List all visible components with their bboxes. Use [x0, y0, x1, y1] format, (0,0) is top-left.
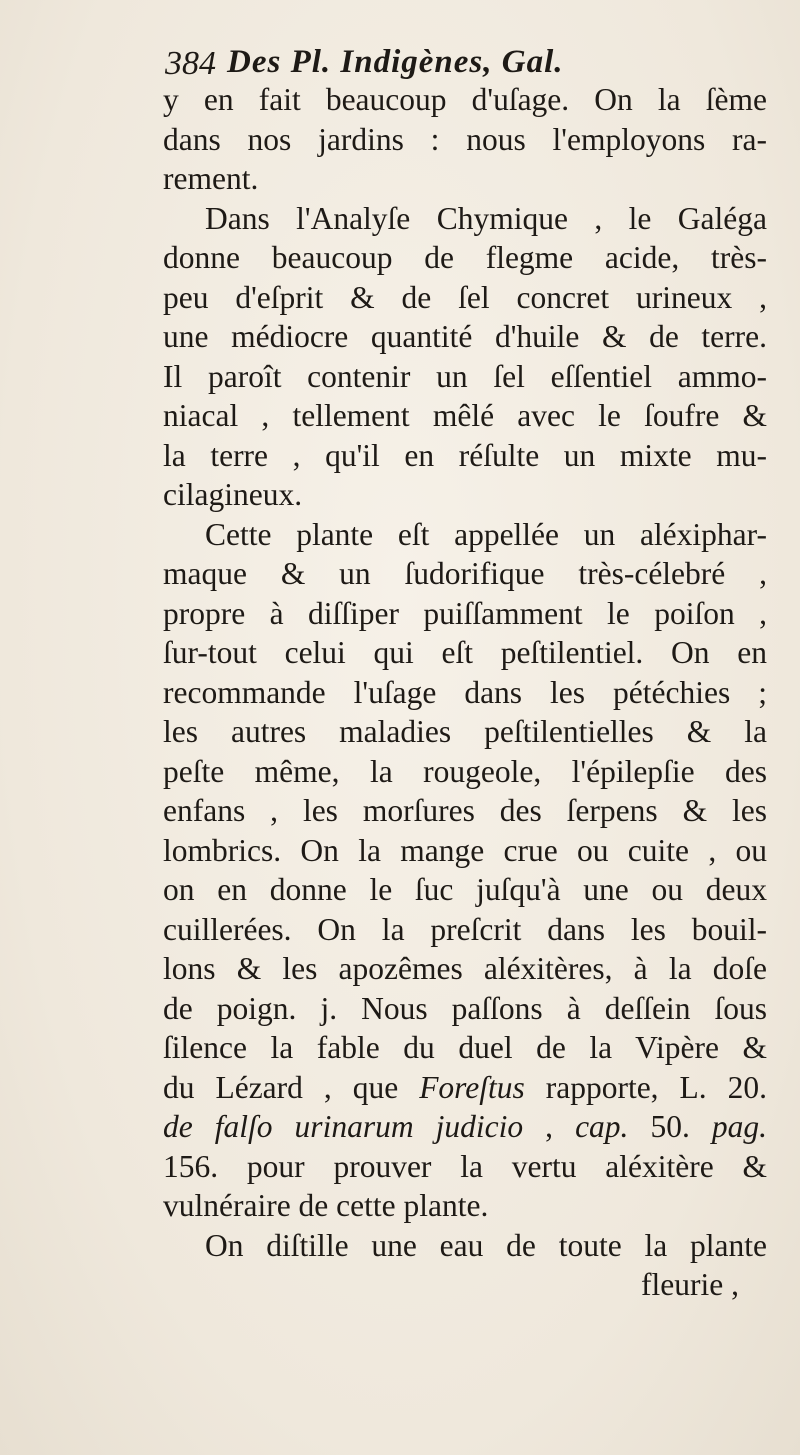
text-line: peu d'eſprit & de ſel concret urineux , — [163, 279, 767, 315]
running-head: Des Pl. Indigènes, Gal. — [227, 44, 564, 80]
text-line: lons & les apozêmes aléxitères, à la doſe — [163, 951, 767, 986]
text-line: 156. pour prouver la vertu aléxitère & — [163, 1148, 767, 1184]
text-line: vulnéraire de cette plante. — [163, 1188, 489, 1223]
text-line: on en donne le ſuc juſqu'à une ou deux — [163, 872, 767, 907]
page-number: 384 — [165, 45, 216, 82]
text-line: cuillerées. On la preſcrit dans les bouil- — [163, 911, 767, 947]
text-line: lombrics. On la mange crue ou cuite , ou — [163, 832, 767, 868]
text-line: peſte même, la rougeole, l'épilepſie des — [163, 753, 767, 789]
text-line: Dans l'Analyſe Chymique , le Galéga — [205, 200, 767, 236]
text-line: recommande l'uſage dans les pétéchies ; — [163, 674, 767, 710]
text-line: On diſtille une eau de toute la plante — [205, 1227, 767, 1263]
text-line: dans nos jardins : nous l'employons ra- — [163, 121, 767, 157]
text-line: enfans , les morſures des ſerpens & les — [163, 793, 767, 828]
text-segment: 50. — [628, 1109, 712, 1144]
author-name: Foreſtus — [419, 1069, 525, 1105]
text-line-mixed — [163, 1107, 767, 1147]
body-text — [163, 80, 767, 1305]
text-line: la terre , qu'il en réſulte un mixte mu- — [163, 437, 767, 473]
text-line: ſur-tout celui qui eſt peſtilentiel. On en — [163, 635, 767, 670]
citation-abbrev: pag. — [711, 1109, 767, 1144]
text-segment: , — [523, 1109, 576, 1144]
text-line: une médiocre quantité d'huile & de terre. — [163, 319, 767, 354]
text-line: cilagineux. — [163, 477, 303, 512]
text-line: y en fait beaucoup d'uſage. On la ſème — [163, 82, 767, 117]
text-line: donne beaucoup de flegme acide, très- — [163, 240, 767, 275]
text-line: Il paroît contenir un ſel eſſentiel ammo- — [163, 358, 767, 394]
text-line: niacal , tellement mêlé avec le ſoufre & — [163, 398, 767, 433]
work-title: de falſo urinarum judicio — [163, 1109, 524, 1144]
text-line: rement. — [163, 161, 259, 196]
citation-abbrev: cap. — [575, 1109, 629, 1144]
text-segment: du Lézard , que — [163, 1069, 420, 1105]
text-segment: rapporte, L. 20. — [524, 1069, 768, 1105]
text-line: de poign. j. Nous paſſons à deſſein ſous — [163, 990, 767, 1026]
text-line: propre à diſſiper puiſſamment le poiſon , — [163, 595, 767, 631]
text-line-mixed — [163, 1068, 767, 1108]
text-line: les autres maladies peſtilentielles & la — [163, 714, 767, 749]
text-line: Cette plante eſt appellée un aléxiphar- — [205, 516, 767, 552]
text-line: maque & un ſudorifique très-célebré , — [163, 556, 767, 591]
text-line: ſilence la fable du duel de la Vipère & — [163, 1030, 767, 1065]
catchword-line: fleurie , — [641, 1267, 739, 1302]
